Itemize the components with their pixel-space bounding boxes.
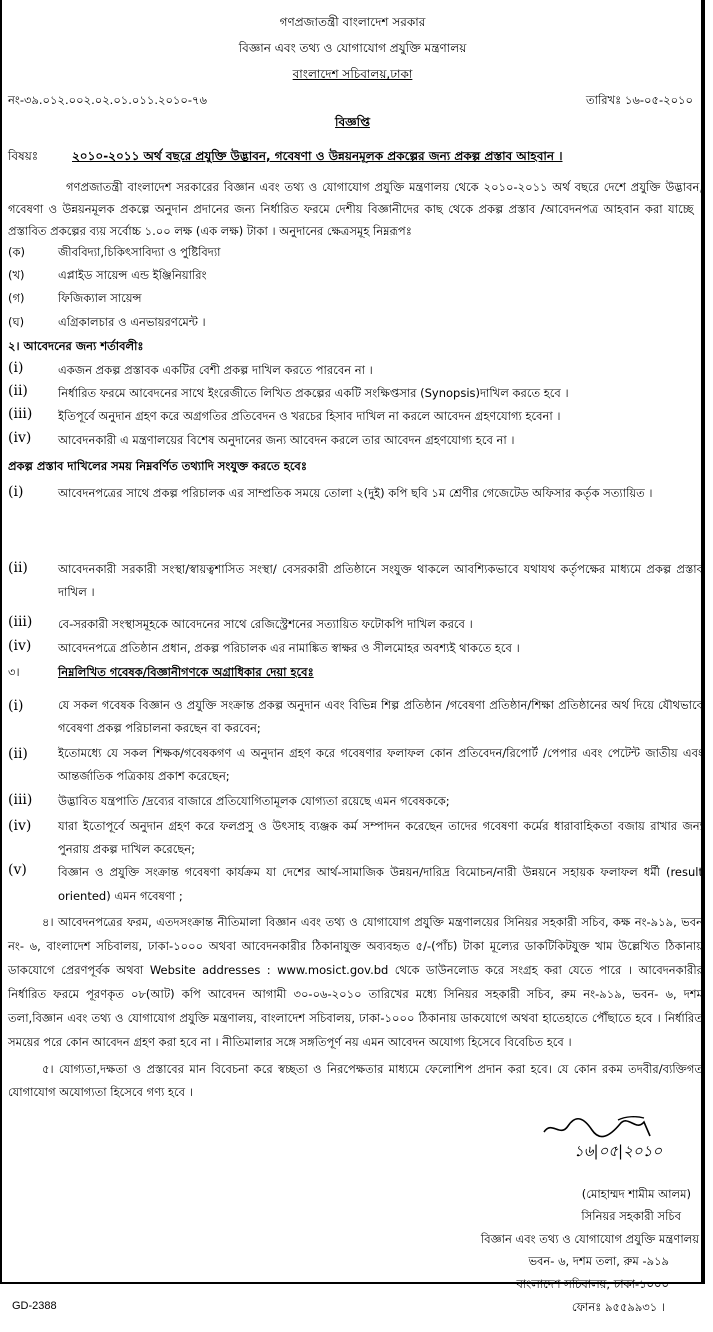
field-marker: (ক): [8, 245, 26, 259]
attachments-heading: প্রকল্প প্রস্তাব দাখিলের সময় নিম্নবর্ণিত তথ্যাদি সংযুক্ত করতে হবেঃ: [8, 459, 307, 473]
signatory-ministry: বিজ্ঞান এবং তথ্য ও যোগাযোগ প্রযুক্তি মন্ত্রণালয়: [480, 1232, 699, 1246]
signatory-address: বাংলাদেশ সচিবালয়, ঢাকা-১০০০: [516, 1277, 669, 1291]
attachment-marker: (i): [8, 484, 24, 500]
condition-text: ইতিপূর্বে অনুদান গ্রহণ করে অগ্রগতির প্রতিবেদন ও খরচের হিসাব দাখিল না করলে আবেদন গ্রহণযোগ্য হবেনা ।: [58, 409, 561, 423]
footer-code: GD-2388: [12, 1300, 57, 1312]
condition-text: নির্ধারিত ফরমে আবেদনের সাথে ইংরেজীতে লিখিত প্রকল্পের একটি সংক্ষিপ্তসার (Synopsis)দাখিল করতে হবে ।: [58, 386, 569, 400]
field-text: এপ্লাইড সায়েন্স এন্ড ইঞ্জিনিয়ারিং: [58, 268, 207, 282]
priority-marker: (iv): [8, 818, 32, 834]
attachment-marker: (iv): [8, 638, 32, 654]
attachment-text: আবেদনপত্রের সাথে প্রকল্প পরিচালক এর সাম্প্রতিক সময়ে তোলা ২(দুই) কপি ছবি ১ম শ্রেণীর গেজেটেড অফিসার কর্তৃক সত্যায়িত ।: [58, 486, 653, 500]
signatory-designation: সিনিয়র সহকারী সচিব: [581, 1209, 681, 1223]
priority-marker: (ii): [8, 746, 28, 762]
condition-text: আবেদনকারী এ মন্ত্রণালয়ের বিশেষ অনুদানের জন্য আবেদন করলে তার আবেদন গ্রহণযোগ্য হবে না ।: [58, 433, 515, 447]
field-text: ফিজিক্যাল সায়েন্স: [58, 291, 142, 305]
field-text: জীববিদ্যা,চিকিৎসাবিদ্যা ও পুষ্টিবিদ্যা: [58, 245, 221, 259]
subject-text: ২০১০-২০১১ অর্থ বছরে প্রযুক্তি উদ্ভাবন, গবেষণা ও উন্নয়নমূলক প্রকল্পের জন্য প্রকল্প প্রস্তাব আহবান ।: [72, 149, 563, 163]
section2-heading: ২। আবেদনের জন্য শর্তাবলীঃ: [8, 339, 144, 353]
signatory-name: (মোহাম্মদ শামীম আলম): [581, 1187, 691, 1201]
priority-marker: (iii): [8, 792, 33, 808]
section3-heading: নিম্নলিখিত গবেষক/বিজ্ঞানীগণকে অগ্রাধিকার দেয়া হবেঃ: [58, 665, 314, 679]
attachment-text: আবেদনকারী সরকারী সংস্থা/স্বায়ত্বশাসিত সংস্থা/ বেসরকারী প্রতিষ্ঠানে সংযুক্ত থাকলে আবশ্যিকভাবে যথাযথ কর্তৃপক্ষের মাধ্যমে প্রকল্প প্রস্তাব দাখিল ।: [58, 562, 703, 599]
notice-title: বিজ্ঞপ্তি: [335, 115, 370, 129]
priority-text: উদ্ভাবিত যন্ত্রপাতি /দ্রব্যের বাজারে প্রতিযোগিতামূলক যোগ্যতা রয়েছে এমন গবেষককে;: [58, 794, 450, 808]
section3-number: ৩।: [8, 665, 20, 679]
section4-paragraph: ৪। আবেদনপত্রের ফরম, এতদসংক্রান্ত নীতিমালা বিজ্ঞান এবং তথ্য ও যোগাযোগ প্রযুক্তি মন্ত্রণালয়ের সিনিয়র সহকারী সচিব, কক্ষ নং-৯১৯, ভবন নং- ৬, বাংলাদেশ সচিবালয়, ঢাকা-১০০০ অথবা আবেদনকারীর ঠিকানাযুক্ত অব্যবহৃত ৫/-(পাঁচ) টাকা মূল্যের ডাকটিকিটযুক্ত খাম উল্লেখিত ঠিকানায় ডাকযোগে প্রেরণপূর্বক অথবা Website addresses : www.mosict.gov.bd থেকে ডাউনলোড করে সংগ্রহ করা যেতে পারে । আবেদনকারীর নির্ধারিত ফরমে পূরণকৃত ০৮(আট) কপি আবেদন আগামী ৩০-০৬-২০১০ তারিখের মধ্যে সিনিয়র সহকারী সচিব, রুম নং-৯১৯, ভবন- ৬, দশম তলা,বিজ্ঞান এবং তথ্য ও যোগাযোগ প্রযুক্তি মন্ত্রণালয়, বাংলাদেশ সচিবালয়, ঢাকা-১০০০ ঠিকানায় ডাকযোগে অথবা হাতেহাতে পৌঁছাতে হবে । নির্ধারিত সময়ের পরে কোন আবেদন গ্রহণ করা হবে না । নীতিমালার সঙ্গে সঙ্গতিপূর্ণ নয় এমন আবেদন অযোগ্য হিসেবে বিবেচিত হবে ।: [8, 915, 703, 1049]
priority-text: বিজ্ঞান ও প্রযুক্তি সংক্রান্ত গবেষণা কার্যক্রম যা দেশের আর্থ-সামাজিক উন্নয়ন/দারিদ্র বিমোচন/নারী উন্নয়নে সহায়ক ফলাফল ধর্মী (result oriented) এমন গবেষণা ;: [58, 865, 703, 903]
memo-date: তারিখঃ ১৬-০৫-২০১০: [586, 93, 693, 107]
attachment-text: আবেদনপত্রে প্রতিষ্ঠান প্রধান, প্রকল্প পরিচালক এর নামাঙ্কিত স্বাক্ষর ও সীলমোহর অবশ্যই থাকতে হবে ।: [58, 641, 520, 655]
header-location: বাংলাদেশ সচিবালয়,ঢাকা: [292, 67, 413, 81]
priority-marker: (i): [8, 698, 24, 714]
field-marker: (খ): [8, 268, 25, 282]
memo-number: নং-৩৯.০১২.০০২.০২.০১.০১১.২০১০-৭৬: [8, 93, 207, 107]
signature-date: ১৬|০৫|২০১০: [574, 1142, 663, 1160]
intro-paragraph: গণপ্রজাতন্ত্রী বাংলাদেশ সরকারের বিজ্ঞান এবং তথ্য ও যোগাযোগ প্রযুক্তি মন্ত্রণালয় থেকে ২০১০-২০১১ অর্থ বছরে দেশে প্রযুক্তি উদ্ভাবন, গবেষণা ও উন্নয়নমূলক প্রকল্পে অনুদান প্রদানের জন্য নির্ধারিত ফরমে দেশীয় বিজ্ঞানীদের কাছ থেকে প্রকল্প প্রস্তাব /আবেদনপত্র আহবান করা যাচ্ছে । প্রস্তাবিত প্রকল্পের ব্যয় সর্বোচ্চ ১.০০ লক্ষ (এক লক্ষ) টাকা । অনুদানের ক্ষেত্রসমূহ নিম্নরূপঃ: [8, 180, 703, 238]
priority-text: যারা ইতোপূর্বে অনুদান গ্রহণ করে ফলপ্রসু ও উৎসাহ ব্যঞ্জক কর্ম সম্পাদন করেছেন তাদের গবেষণা কর্মের ধারাবাহিকতা বজায় রাখার জন্য পুনরায় প্রকল্প দাখিল করেছেন;: [58, 819, 703, 856]
field-text: এগ্রিকালচার ও এনভায়রণমেন্ট ।: [58, 315, 206, 329]
priority-text: ইতোমধ্যে যে সকল শিক্ষক/গবেষকগণ এ অনুদান গ্রহণ করে গবেষণার ফলাফল কোন প্রতিবেদন/রিপোর্ট /পেপার এবং পেটেন্ট জাতীয় এবং আন্তর্জাতিক পত্রিকায় প্রকাশ করেছেন;: [58, 746, 703, 783]
priority-marker: (v): [8, 862, 27, 878]
subject-label: বিষয়ঃ: [8, 149, 39, 163]
condition-marker: (i): [8, 360, 24, 376]
attachment-marker: (iii): [8, 614, 33, 630]
condition-marker: (iv): [8, 430, 32, 446]
attachment-text: বে-সরকারী সংস্থাসমূহকে আবেদনের সাথে রেজিস্ট্রেশনের সত্যায়িত ফটোকপি দাখিল করবে ।: [58, 617, 473, 631]
field-marker: (ঘ): [8, 315, 25, 329]
field-marker: (গ): [8, 291, 25, 305]
condition-marker: (iii): [8, 406, 33, 422]
condition-marker: (ii): [8, 383, 28, 399]
header-government: গণপ্রজাতন্ত্রী বাংলাদেশ সরকার: [279, 15, 426, 29]
condition-text: একজন প্রকল্প প্রস্তাবক একটির বেশী প্রকল্প দাখিল করতে পারবেন না ।: [58, 363, 373, 377]
attachment-marker: (ii): [8, 560, 28, 576]
header-ministry: বিজ্ঞান এবং তথ্য ও যোগাযোগ প্রযুক্তি মন্ত্রণালয়: [238, 41, 467, 55]
signatory-building: ভবন- ৬, দশম তলা, রুম -৯১৯: [528, 1254, 669, 1268]
signatory-phone: ফোনঃ ৯৫৫৯৯৩১ ।: [571, 1300, 665, 1314]
signature-scribble: [540, 1110, 670, 1144]
section5-paragraph: ৫। যোগ্যতা,দক্ষতা ও প্রস্তাবের মান বিবেচনা করে স্বচ্ছতা ও নিরপেক্ষতার মাধ্যমে ফেলোশিপ প্রদান করা হবে। যে কোন রকম তদবীর/ব্যক্তিগত যোগাযোগ অযোগ্যতা হিসেবে গণ্য হবে ।: [8, 1062, 703, 1099]
priority-text: যে সকল গবেষক বিজ্ঞান ও প্রযুক্তি সংক্রান্ত প্রকল্প অনুদান এবং বিভিন্ন শিল্প প্রতিষ্ঠান /গবেষণা প্রতিষ্ঠান/শিক্ষা প্রতিষ্ঠানের অর্থ দিয়ে যৌথভাবে গবেষণা প্রকল্প পরিচালনা করছেন বা করবেন;: [58, 698, 703, 735]
